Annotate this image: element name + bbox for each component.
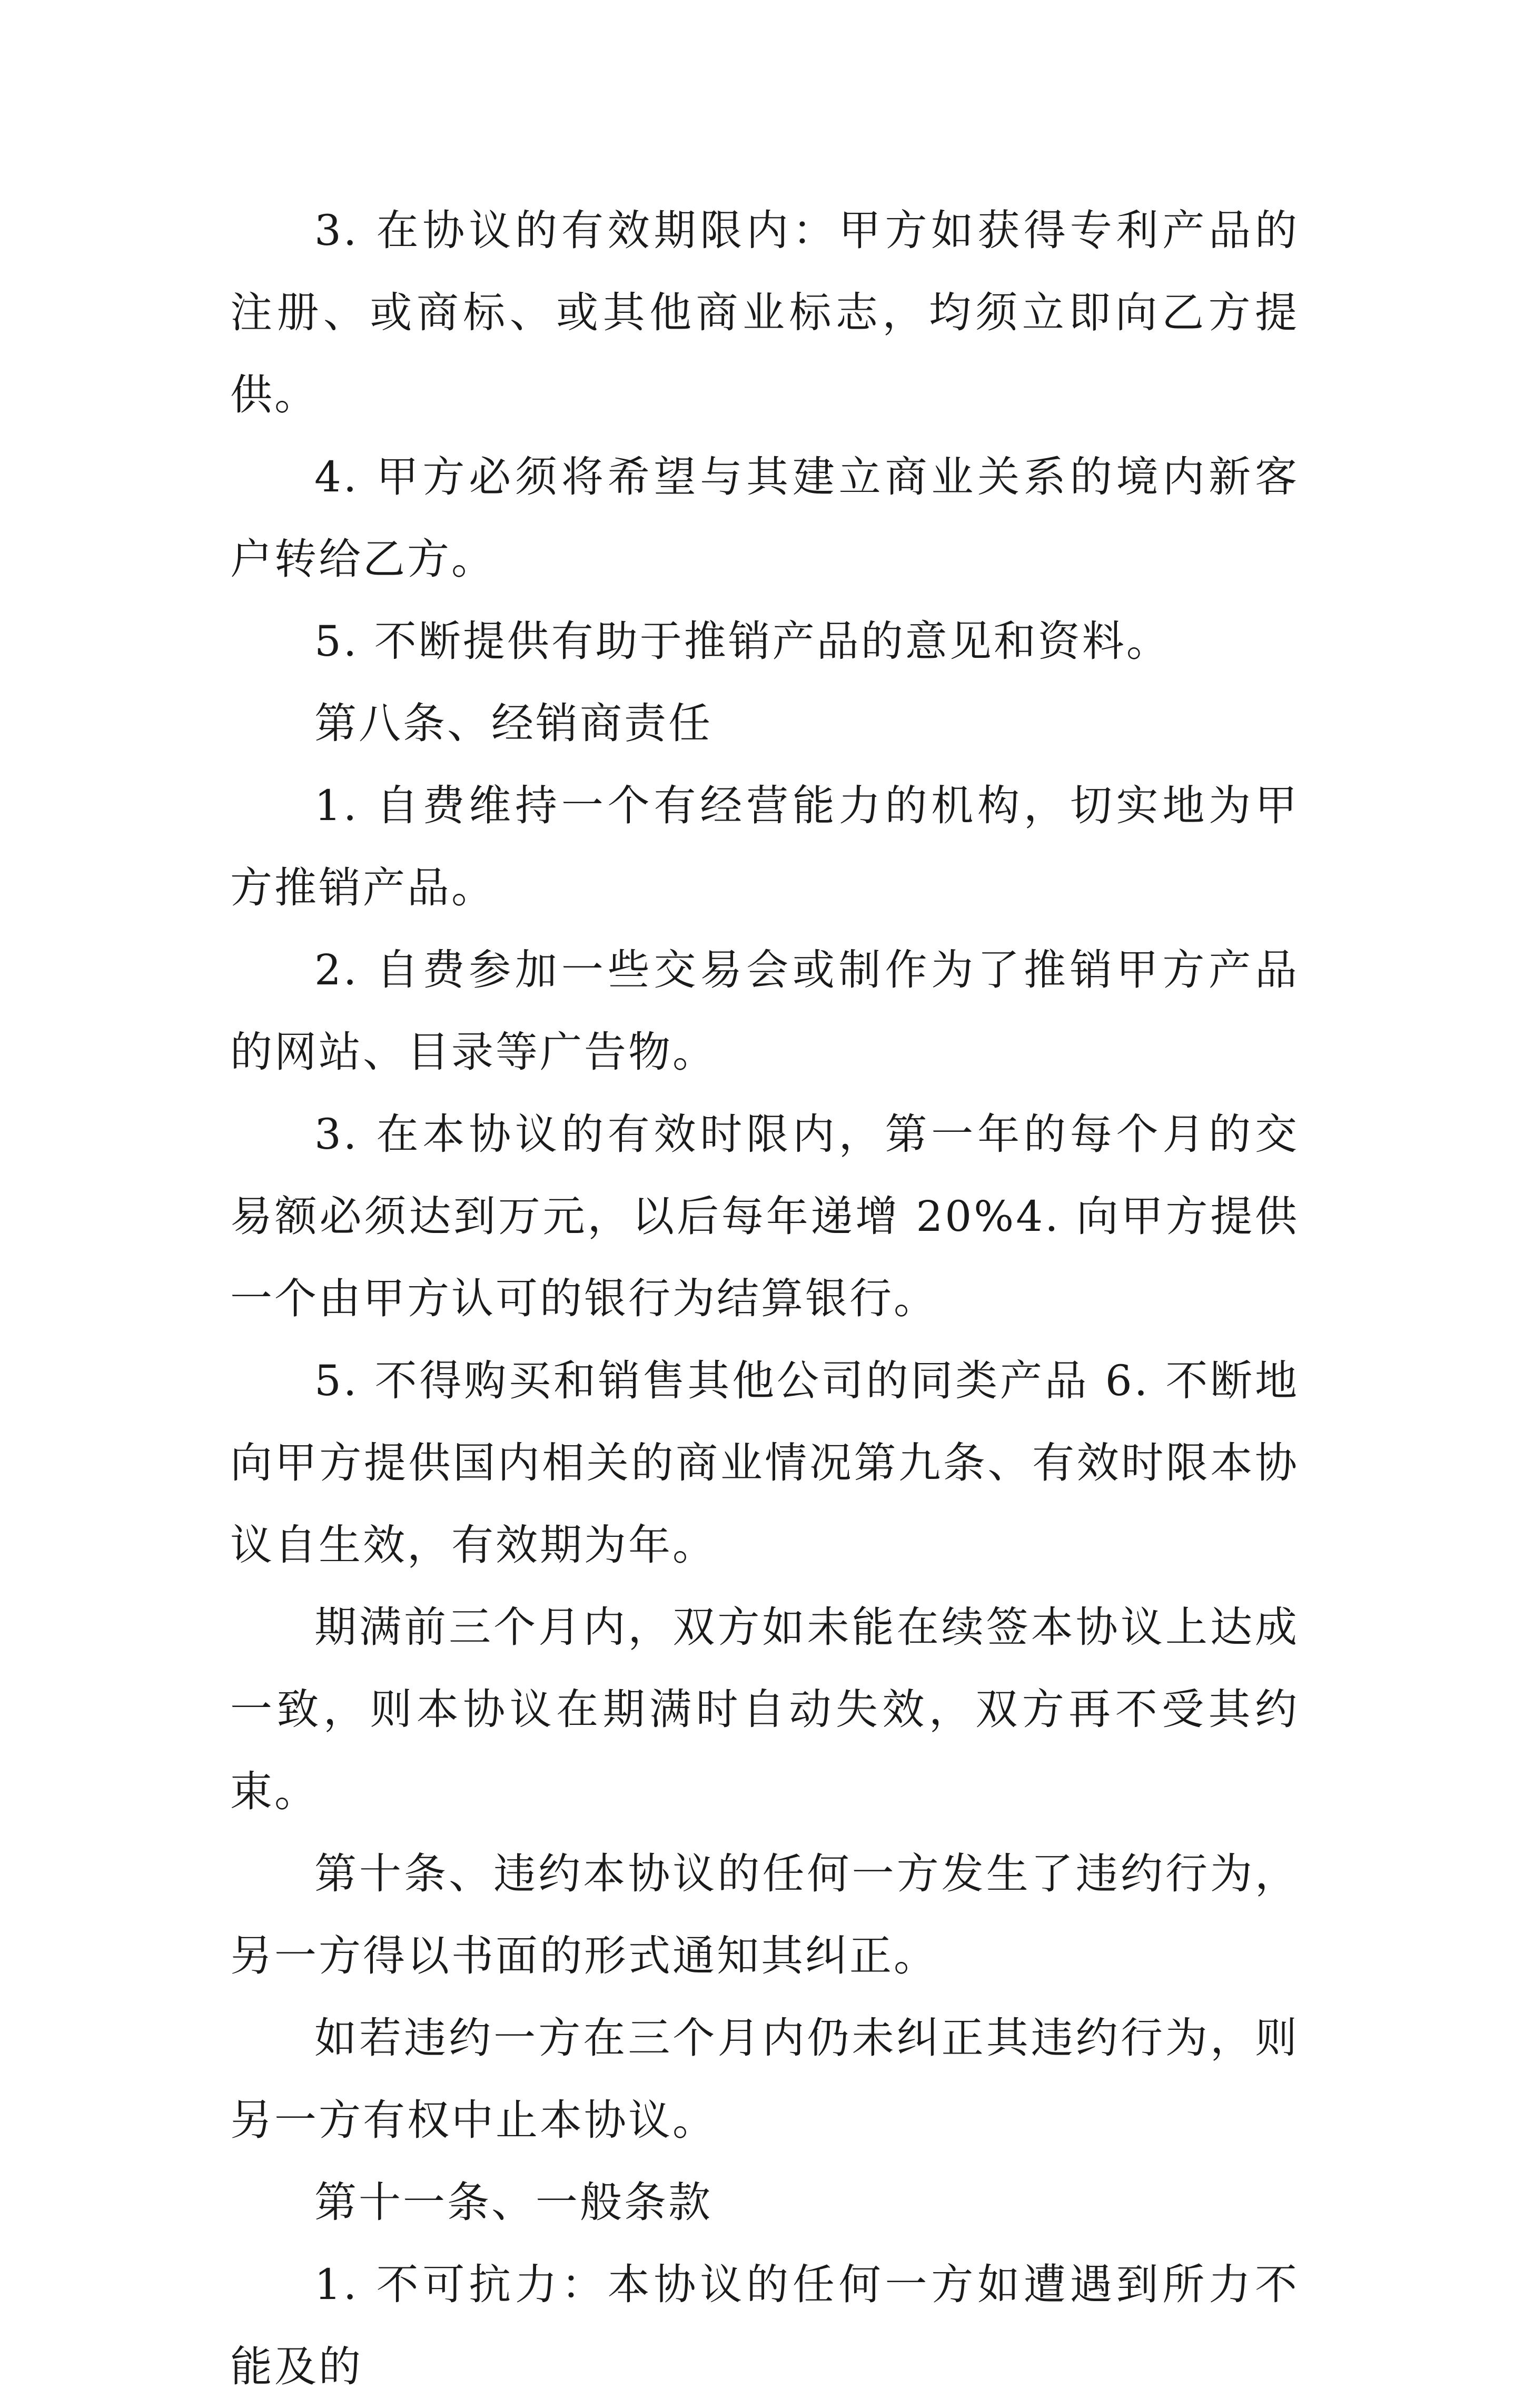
paragraph-clause-7-3: 3. 在协议的有效期限内：甲方如获得专利产品的注册、或商标、或其他商业标志，均须立即向乙方提供。: [230, 206, 1299, 419]
heading-article-11: 第十一条、一般条款: [314, 2178, 712, 2227]
paragraph-expiry: 期满前三个月内，双方如未能在续签本协议上达成一致，则本协议在期满时自动失效，双方再不受其约束。: [230, 1603, 1299, 1816]
paragraph-clause-8-2: 2. 自费参加一些交易会或制作为了推销甲方产品的网站、目录等广告物。: [230, 945, 1299, 1077]
heading-article-8: 第八条、经销商责任: [314, 699, 712, 748]
paragraph-clause-8-3: 3. 在本协议的有效时限内，第一年的每个月的交易额必须达到万元，以后每年递增 20%4. 向甲方提供一个由甲方认可的银行为结算银行。: [230, 1110, 1299, 1323]
paragraph-article-10: 第十条、违约本协议的任何一方发生了违约行为，另一方得以书面的形式通知其纠正。: [230, 1849, 1299, 1980]
document-body: [230, 190, 1299, 2408]
paragraph-clause-7-4: 4. 甲方必须将希望与其建立商业关系的境内新客户转给乙方。: [230, 452, 1299, 584]
paragraph-clause-8-1: 1. 自费维持一个有经营能力的机构，切实地为甲方推销产品。: [230, 781, 1299, 912]
paragraph-clause-7-5: 5. 不断提供有助于推销产品的意见和资料。: [314, 617, 1171, 666]
paragraph-clause-8-5: 5. 不得购买和销售其他公司的同类产品 6. 不断地向甲方提供国内相关的商业情况第九条、有效时限本协议自生效，有效期为年。: [230, 1356, 1299, 1570]
paragraph-breach-termination: 如若违约一方在三个月内仍未纠正其违约行为，则另一方有权中止本协议。: [230, 2014, 1299, 2145]
paragraph-force-majeure: 1. 不可抗力：本协议的任何一方如遭遇到所力不能及的: [230, 2260, 1299, 2391]
